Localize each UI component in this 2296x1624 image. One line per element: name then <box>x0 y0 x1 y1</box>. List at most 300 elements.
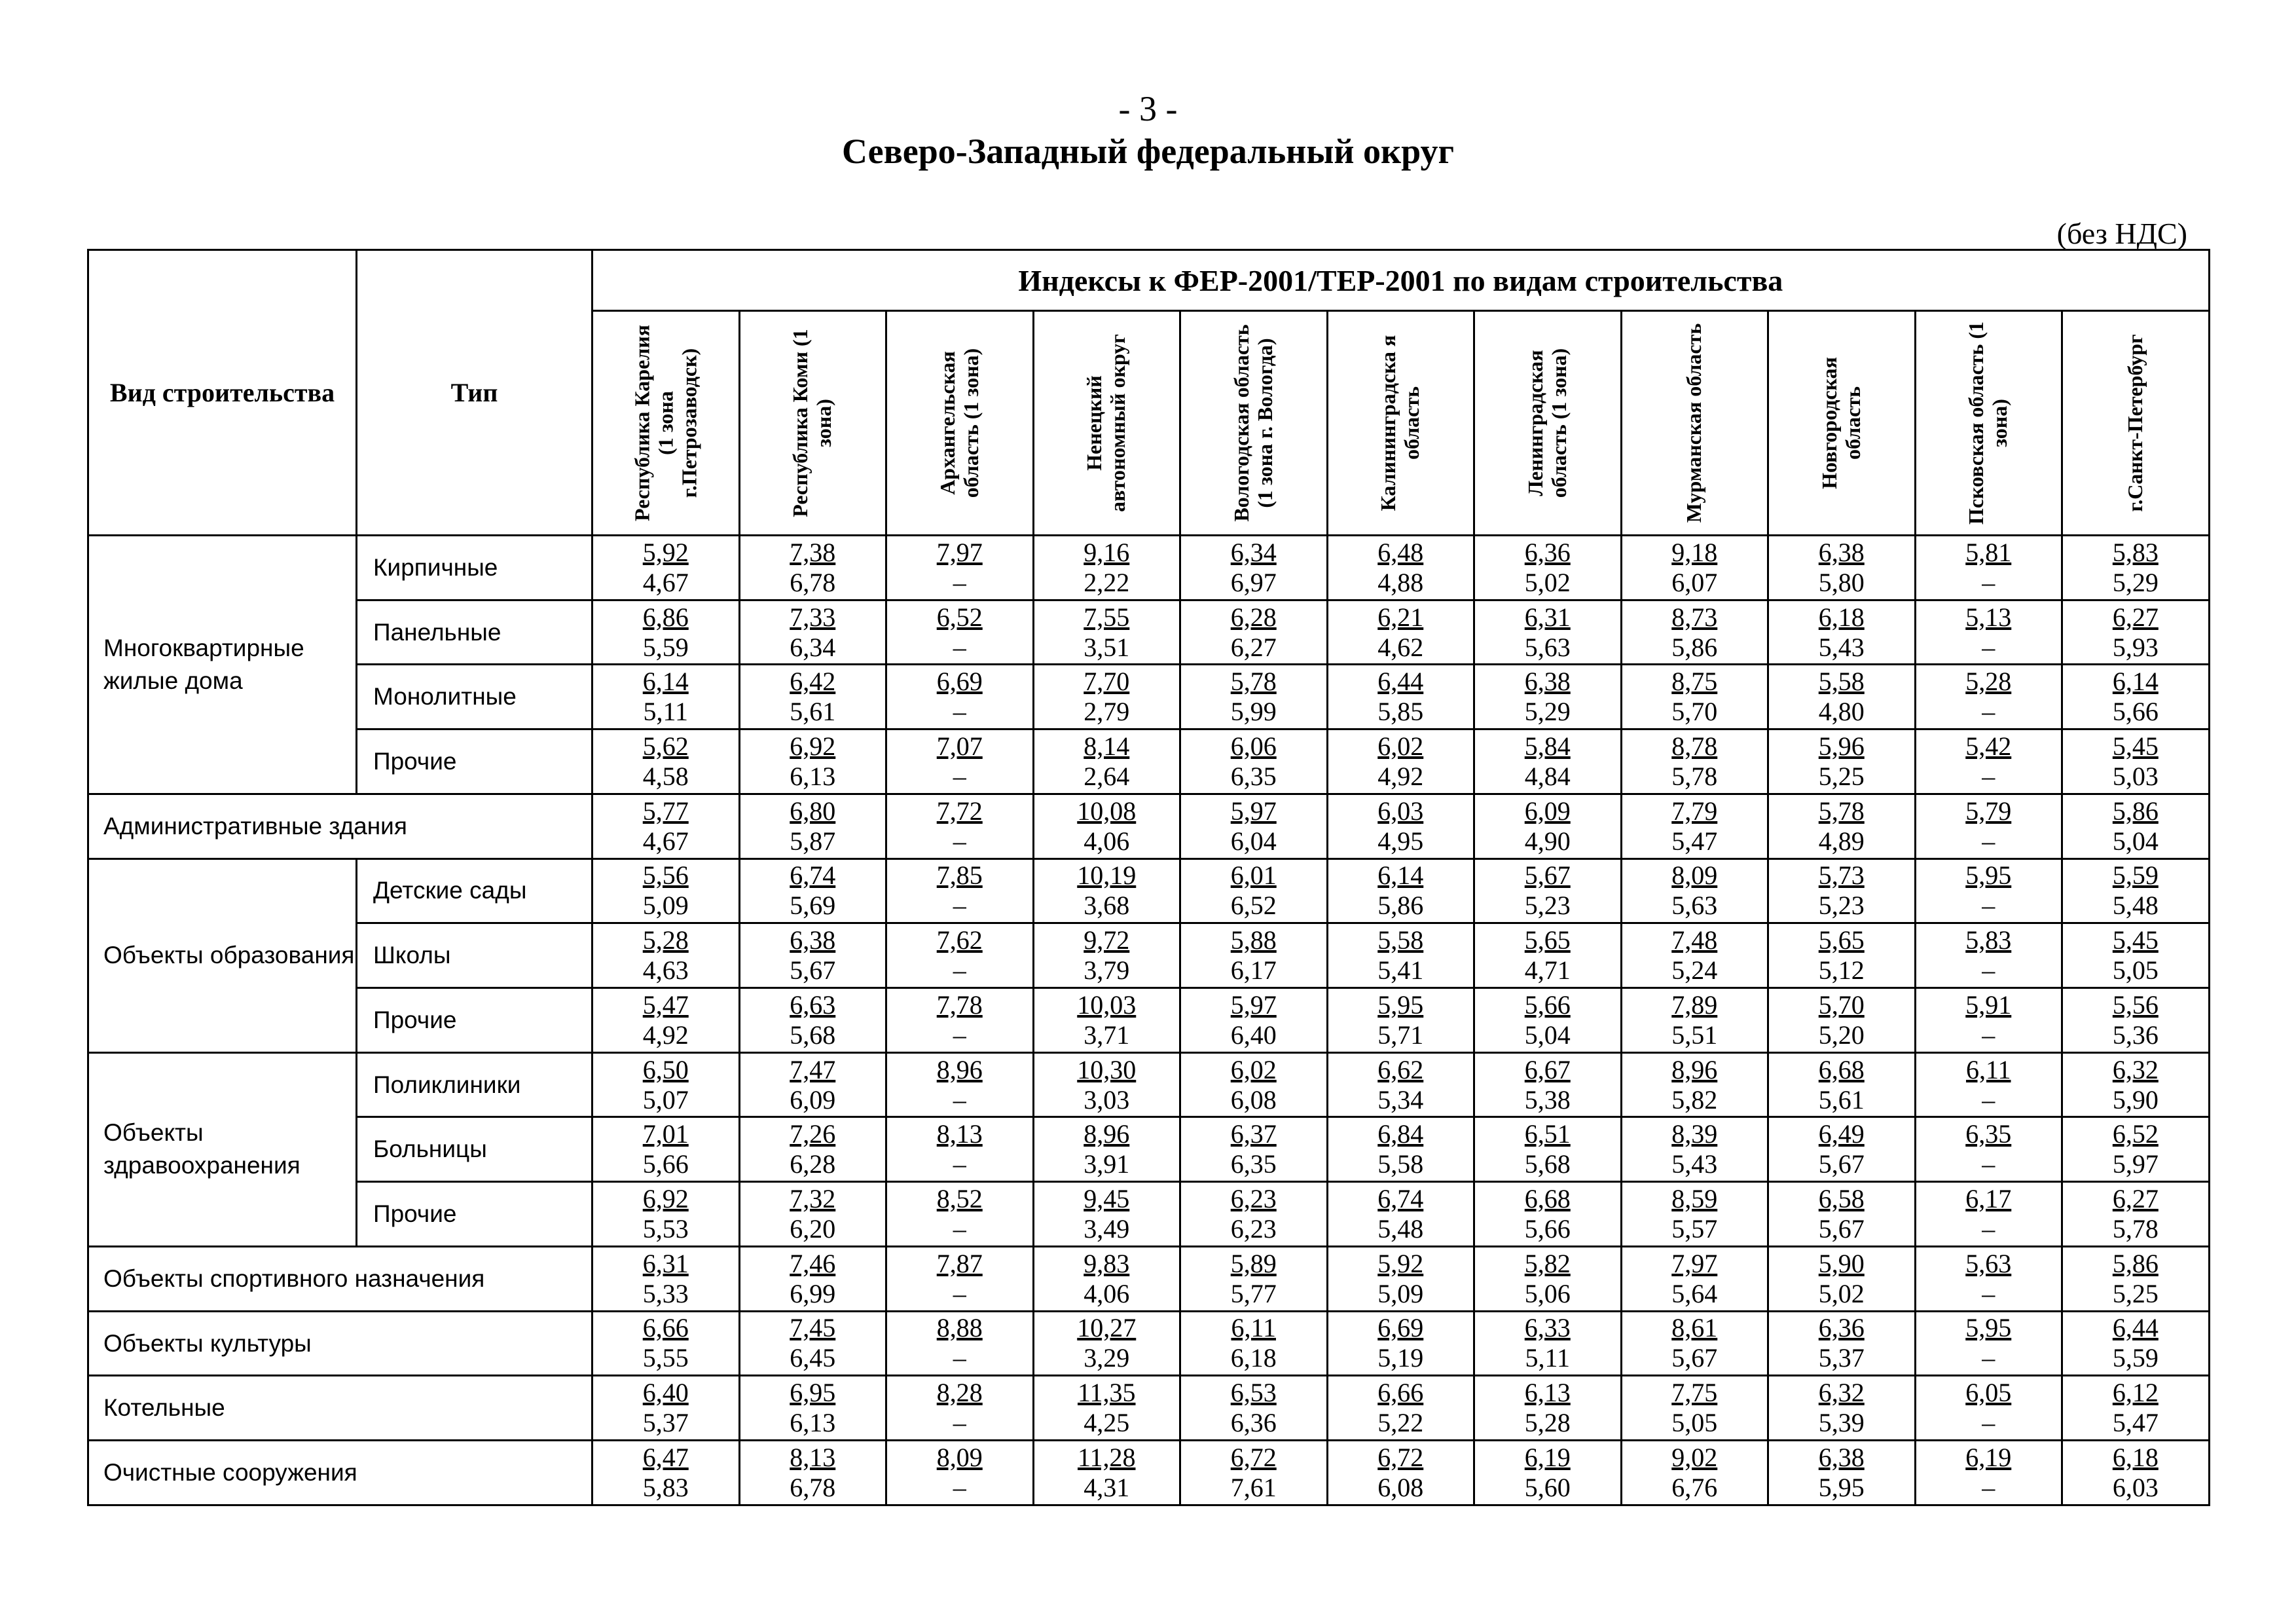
fer-index-value: 6,28 <box>1230 602 1277 632</box>
index-table <box>87 249 2210 1506</box>
header-region <box>1327 311 1474 536</box>
ter-index-value: 5,12 <box>1818 955 1865 986</box>
fer-index-value: 8,52 <box>936 1184 983 1214</box>
index-cell <box>1474 1052 1622 1117</box>
index-cell <box>1033 923 1180 988</box>
ter-index-value: – <box>953 1149 966 1179</box>
index-cell <box>592 988 740 1053</box>
ter-index-value: – <box>1982 1149 1995 1179</box>
ter-index-value: 4,92 <box>1377 762 1424 792</box>
fer-index-value: 5,78 <box>1230 667 1277 697</box>
ter-index-value: 5,87 <box>790 826 836 856</box>
ter-index-value: 5,53 <box>642 1214 689 1244</box>
index-cell <box>1327 988 1474 1053</box>
region-label: Псковская область (1 зона) <box>1964 321 2012 525</box>
fer-index-value: 6,31 <box>1524 602 1571 632</box>
construction-kind-cell: Объекты образования <box>88 858 357 1052</box>
ter-index-value: 5,57 <box>1671 1214 1718 1244</box>
fer-index-value: 9,45 <box>1084 1184 1130 1214</box>
construction-type-cell: Прочие <box>357 729 592 794</box>
fer-index-value: 5,56 <box>642 860 689 891</box>
fer-index-value: 6,72 <box>1377 1443 1424 1473</box>
fer-index-value: 6,02 <box>1230 1054 1277 1084</box>
ter-index-value: 4,95 <box>1377 826 1424 856</box>
ter-index-value: 5,59 <box>2112 1343 2159 1373</box>
ter-index-value: 4,67 <box>642 826 689 856</box>
ter-index-value: 5,05 <box>2112 955 2159 986</box>
ter-index-value: 5,28 <box>1524 1408 1571 1438</box>
index-cell <box>1327 729 1474 794</box>
ter-index-value: 5,97 <box>2112 1149 2159 1179</box>
index-cell <box>886 1311 1034 1376</box>
fer-index-value: 6,11 <box>1965 1054 2011 1084</box>
ter-index-value: 4,92 <box>642 1020 689 1050</box>
ter-index-value: 6,40 <box>1230 1020 1277 1050</box>
index-cell <box>1180 1376 1328 1441</box>
table-row <box>88 1376 2210 1441</box>
table-row <box>88 1441 2210 1505</box>
ter-index-value: 6,04 <box>1230 826 1277 856</box>
ter-index-value: 5,90 <box>2112 1084 2159 1115</box>
index-cell <box>1327 794 1474 858</box>
fer-index-value: 9,83 <box>1084 1248 1130 1278</box>
index-cell <box>1915 1376 2062 1441</box>
index-cell <box>1327 1182 1474 1247</box>
ter-index-value: 6,13 <box>790 762 836 792</box>
fer-index-value: 5,59 <box>2112 860 2159 891</box>
index-cell <box>1474 794 1622 858</box>
ter-index-value: 5,63 <box>1671 891 1718 921</box>
fer-index-value: 8,96 <box>1084 1119 1130 1149</box>
ter-index-value: 5,69 <box>790 891 836 921</box>
index-cell <box>1474 1182 1622 1247</box>
index-cell <box>2062 1246 2210 1311</box>
fer-index-value: 6,66 <box>642 1313 689 1343</box>
index-cell <box>1327 1311 1474 1376</box>
fer-index-value: 5,62 <box>642 731 689 762</box>
index-cell <box>886 600 1034 665</box>
ter-index-value: 5,25 <box>2112 1278 2159 1308</box>
fer-index-value: 5,88 <box>1230 925 1277 955</box>
ter-index-value: 5,24 <box>1671 955 1718 986</box>
fer-index-value: 5,92 <box>1377 1248 1424 1278</box>
construction-type-cell: Панельные <box>357 600 592 665</box>
ter-index-value: 5,29 <box>2112 567 2159 597</box>
index-cell <box>1474 1117 1622 1182</box>
index-cell <box>1180 923 1328 988</box>
ter-index-value: 5,67 <box>1818 1149 1865 1179</box>
fer-index-value: 6,38 <box>1818 1443 1865 1473</box>
index-cell <box>1474 988 1622 1053</box>
ter-index-value: 5,41 <box>1377 955 1424 986</box>
ter-index-value: 5,86 <box>1671 632 1718 662</box>
fer-index-value: 6,52 <box>2112 1119 2159 1149</box>
fer-index-value: 6,68 <box>1818 1054 1865 1084</box>
index-cell <box>592 600 740 665</box>
index-cell <box>1180 858 1328 923</box>
fer-index-value: 7,85 <box>936 860 983 891</box>
fer-index-value: 6,19 <box>1965 1443 2012 1473</box>
fer-index-value: 5,77 <box>642 796 689 826</box>
construction-kind-cell: Объекты спортивного назначения <box>88 1246 592 1311</box>
construction-kind-cell: Котельные <box>88 1376 592 1441</box>
ter-index-value: 5,36 <box>2112 1020 2159 1050</box>
index-cell <box>2062 1441 2210 1505</box>
ter-index-value: 6,27 <box>1230 632 1277 662</box>
fer-index-value: 6,33 <box>1524 1313 1571 1343</box>
ter-index-value: 6,99 <box>790 1278 836 1308</box>
fer-index-value: 8,28 <box>936 1378 983 1408</box>
index-cell <box>1621 988 1768 1053</box>
index-cell <box>1327 1052 1474 1117</box>
index-cell <box>1768 794 1916 858</box>
fer-index-value: 6,84 <box>1377 1119 1424 1149</box>
fer-index-value: 5,78 <box>1818 796 1865 826</box>
header-construction-kind: Вид строительства <box>88 250 357 536</box>
index-cell <box>739 1246 886 1311</box>
index-cell <box>1915 858 2062 923</box>
ter-index-value: 4,62 <box>1377 632 1424 662</box>
fer-index-value: 6,17 <box>1965 1184 2012 1214</box>
fer-index-value: 6,27 <box>2112 1184 2159 1214</box>
index-cell <box>592 794 740 858</box>
index-cell <box>1033 1182 1180 1247</box>
construction-type-cell: Поликлиники <box>357 1052 592 1117</box>
header-region <box>1033 311 1180 536</box>
index-cell <box>1915 1246 2062 1311</box>
ter-index-value: 5,37 <box>642 1408 689 1438</box>
index-cell <box>1621 600 1768 665</box>
index-cell <box>739 923 886 988</box>
index-cell <box>1915 1052 2062 1117</box>
fer-index-value: 5,63 <box>1965 1248 2012 1278</box>
ter-index-value: 5,85 <box>1377 697 1424 727</box>
table-row <box>88 665 2210 729</box>
index-cell <box>1327 600 1474 665</box>
index-cell <box>1474 536 1622 600</box>
index-cell <box>1915 729 2062 794</box>
fer-index-value: 9,02 <box>1671 1443 1718 1473</box>
index-cell <box>1180 600 1328 665</box>
index-cell <box>739 600 886 665</box>
fer-index-value: 8,13 <box>790 1443 836 1473</box>
fer-index-value: 6,51 <box>1524 1119 1571 1149</box>
ter-index-value: – <box>953 1084 966 1115</box>
region-label: Вологодская область (1 зона г. Вологда) <box>1229 324 1277 522</box>
ter-index-value: – <box>953 1473 966 1503</box>
header-type: Тип <box>357 250 592 536</box>
index-cell <box>592 1441 740 1505</box>
index-cell <box>1621 858 1768 923</box>
fer-index-value: 7,62 <box>936 925 983 955</box>
fer-index-value: 9,72 <box>1084 925 1130 955</box>
ter-index-value: 5,63 <box>1524 632 1571 662</box>
fer-index-value: 7,46 <box>790 1248 836 1278</box>
index-cell <box>1768 1311 1916 1376</box>
ter-index-value: 5,09 <box>1377 1278 1424 1308</box>
fer-index-value: 5,86 <box>2112 1248 2159 1278</box>
index-cell <box>886 923 1034 988</box>
index-cell <box>1180 1311 1328 1376</box>
header-region <box>2062 311 2210 536</box>
index-cell <box>1915 1182 2062 1247</box>
index-cell <box>1915 1441 2062 1505</box>
region-label: Ленинградская область (1 зона) <box>1523 348 1571 498</box>
index-cell <box>1768 729 1916 794</box>
fer-index-value: 10,30 <box>1077 1054 1137 1084</box>
index-cell <box>1915 1117 2062 1182</box>
fer-index-value: 7,75 <box>1671 1378 1718 1408</box>
region-label: Мурманская область <box>1682 323 1706 523</box>
index-cell <box>1915 923 2062 988</box>
construction-kind-cell: Многоквартирные жилые дома <box>88 536 357 794</box>
fer-index-value: 5,81 <box>1965 537 2012 567</box>
table-row <box>88 1246 2210 1311</box>
fer-index-value: 6,62 <box>1377 1054 1424 1084</box>
fer-index-value: 8,09 <box>1671 860 1718 891</box>
ter-index-value: – <box>953 762 966 792</box>
fer-index-value: 6,11 <box>1231 1313 1276 1343</box>
ter-index-value: 5,03 <box>2112 762 2159 792</box>
index-cell <box>1327 1441 1474 1505</box>
table-row <box>88 600 2210 665</box>
index-cell <box>1033 1117 1180 1182</box>
fer-index-value: 6,23 <box>1230 1184 1277 1214</box>
ter-index-value: 5,47 <box>2112 1408 2159 1438</box>
ter-index-value: 5,11 <box>1525 1343 1570 1373</box>
fer-index-value: 6,80 <box>790 796 836 826</box>
index-cell <box>2062 858 2210 923</box>
index-cell <box>739 1311 886 1376</box>
ter-index-value: 4,89 <box>1818 826 1865 856</box>
ter-index-value: 5,86 <box>1377 891 1424 921</box>
fer-index-value: 5,45 <box>2112 925 2159 955</box>
fer-index-value: 7,79 <box>1671 796 1718 826</box>
table-row <box>88 988 2210 1053</box>
fer-index-value: 7,78 <box>936 989 983 1020</box>
ter-index-value: 5,25 <box>1818 762 1865 792</box>
ter-index-value: 6,08 <box>1377 1473 1424 1503</box>
index-cell <box>1621 1182 1768 1247</box>
index-cell <box>1327 1246 1474 1311</box>
ter-index-value: – <box>1982 1278 1995 1308</box>
index-cell <box>1621 1052 1768 1117</box>
index-cell <box>592 665 740 729</box>
fer-index-value: 6,06 <box>1230 731 1277 762</box>
index-cell <box>1033 665 1180 729</box>
index-cell <box>1768 858 1916 923</box>
index-cell <box>1180 1246 1328 1311</box>
fer-index-value: 7,97 <box>1671 1248 1718 1278</box>
ter-index-value: 6,78 <box>790 567 836 597</box>
index-cell <box>1915 665 2062 729</box>
index-cell <box>739 665 886 729</box>
fer-index-value: 6,74 <box>790 860 836 891</box>
ter-index-value: 6,18 <box>1230 1343 1277 1373</box>
index-cell <box>1474 665 1622 729</box>
fer-index-value: 5,96 <box>1818 731 1865 762</box>
index-cell <box>1915 600 2062 665</box>
fer-index-value: 5,95 <box>1965 1313 2012 1343</box>
index-cell <box>1327 665 1474 729</box>
ter-index-value: 6,13 <box>790 1408 836 1438</box>
fer-index-value: 6,42 <box>790 667 836 697</box>
ter-index-value: 5,78 <box>2112 1214 2159 1244</box>
fer-index-value: 6,36 <box>1818 1313 1865 1343</box>
ter-index-value: 5,43 <box>1671 1149 1718 1179</box>
index-cell <box>1180 1117 1328 1182</box>
index-cell <box>739 1117 886 1182</box>
ter-index-value: 4,58 <box>642 762 689 792</box>
fer-index-value: 8,14 <box>1084 731 1130 762</box>
ter-index-value: 5,33 <box>642 1278 689 1308</box>
index-cell <box>1621 1311 1768 1376</box>
fer-index-value: 8,75 <box>1671 667 1718 697</box>
page-number: - 3 - <box>1118 89 1178 128</box>
ter-index-value: – <box>953 826 966 856</box>
ter-index-value: 5,19 <box>1377 1343 1424 1373</box>
ter-index-value: 5,20 <box>1818 1020 1865 1050</box>
ter-index-value: 5,43 <box>1818 632 1865 662</box>
index-cell <box>886 858 1034 923</box>
ter-index-value: 5,04 <box>2112 826 2159 856</box>
index-cell <box>2062 988 2210 1053</box>
fer-index-value: 6,02 <box>1377 731 1424 762</box>
ter-index-value: 3,03 <box>1084 1084 1130 1115</box>
index-cell <box>2062 1182 2210 1247</box>
region-label: Ненецкий автономный округ <box>1082 334 1130 512</box>
fer-index-value: 7,47 <box>790 1054 836 1084</box>
fer-index-value: 6,52 <box>936 602 983 632</box>
index-cell <box>886 794 1034 858</box>
ter-index-value: 4,31 <box>1084 1473 1130 1503</box>
fer-index-value: 9,16 <box>1084 537 1130 567</box>
ter-index-value: 6,97 <box>1230 567 1277 597</box>
index-cell <box>886 1441 1034 1505</box>
fer-index-value: 6,92 <box>790 731 836 762</box>
ter-index-value: – <box>953 697 966 727</box>
ter-index-value: 6,35 <box>1230 1149 1277 1179</box>
index-cell <box>1327 858 1474 923</box>
index-cell <box>592 729 740 794</box>
table-row <box>88 923 2210 988</box>
ter-index-value: 5,71 <box>1377 1020 1424 1050</box>
table-row <box>88 1182 2210 1247</box>
ter-index-value: – <box>1982 1473 1995 1503</box>
fer-index-value: 6,19 <box>1524 1443 1571 1473</box>
fer-index-value: 10,03 <box>1077 989 1137 1020</box>
index-cell <box>1621 1441 1768 1505</box>
index-cell <box>739 536 886 600</box>
ter-index-value: – <box>953 567 966 597</box>
ter-index-value: – <box>1982 826 1995 856</box>
index-cell <box>1768 1246 1916 1311</box>
fer-index-value: 7,48 <box>1671 925 1718 955</box>
fer-index-value: 5,28 <box>642 925 689 955</box>
fer-index-value: 5,65 <box>1818 925 1865 955</box>
index-cell <box>1327 536 1474 600</box>
ter-index-value: 5,47 <box>1671 826 1718 856</box>
index-cell <box>739 1441 886 1505</box>
fer-index-value: 6,13 <box>1524 1378 1571 1408</box>
index-cell <box>1768 536 1916 600</box>
fer-index-value: 6,53 <box>1230 1378 1277 1408</box>
ter-index-value: 6,76 <box>1671 1473 1718 1503</box>
ter-index-value: 6,17 <box>1230 955 1277 986</box>
table-row <box>88 1311 2210 1376</box>
fer-index-value: 5,56 <box>2112 989 2159 1020</box>
ter-index-value: – <box>1982 1084 1995 1115</box>
index-cell <box>886 665 1034 729</box>
index-cell <box>592 536 740 600</box>
header-region <box>1915 311 2062 536</box>
index-cell <box>1474 600 1622 665</box>
header-region <box>1474 311 1622 536</box>
index-cell <box>739 858 886 923</box>
index-cell <box>886 1182 1034 1247</box>
table-row <box>88 1117 2210 1182</box>
ter-index-value: 5,51 <box>1671 1020 1718 1050</box>
index-cell <box>1474 1441 1622 1505</box>
fer-index-value: 9,18 <box>1671 537 1718 567</box>
ter-index-value: 4,88 <box>1377 567 1424 597</box>
fer-index-value: 5,97 <box>1230 989 1277 1020</box>
fer-index-value: 8,96 <box>936 1054 983 1084</box>
fer-index-value: 5,91 <box>1965 989 2012 1020</box>
fer-index-value: 11,35 <box>1077 1378 1136 1408</box>
index-cell <box>2062 600 2210 665</box>
ter-index-value: 6,36 <box>1230 1408 1277 1438</box>
index-cell <box>1180 1052 1328 1117</box>
fer-index-value: 6,38 <box>790 925 836 955</box>
region-label: Архангельская область (1 зона) <box>935 348 983 498</box>
index-cell <box>2062 536 2210 600</box>
ter-index-value: 5,60 <box>1524 1473 1571 1503</box>
ter-index-value: 5,02 <box>1818 1278 1865 1308</box>
fer-index-value: 6,38 <box>1818 537 1865 567</box>
fer-index-value: 5,89 <box>1230 1248 1277 1278</box>
ter-index-value: 5,04 <box>1524 1020 1571 1050</box>
index-cell <box>1180 729 1328 794</box>
ter-index-value: 5,61 <box>1818 1084 1865 1115</box>
ter-index-value: 5,23 <box>1524 891 1571 921</box>
page-title: Северо-Западный федеральный округ <box>842 132 1454 171</box>
fer-index-value: 11,28 <box>1077 1443 1136 1473</box>
index-cell <box>2062 1376 2210 1441</box>
ter-index-value: – <box>953 1214 966 1244</box>
ter-index-value: 7,61 <box>1230 1473 1277 1503</box>
fer-index-value: 6,72 <box>1230 1443 1277 1473</box>
ter-index-value: – <box>953 1343 966 1373</box>
ter-index-value: 5,67 <box>1818 1214 1865 1244</box>
fer-index-value: 5,95 <box>1965 860 2012 891</box>
ter-index-value: 3,91 <box>1084 1149 1130 1179</box>
fer-index-value: 6,69 <box>936 667 983 697</box>
ter-index-value: 3,71 <box>1084 1020 1130 1050</box>
construction-type-cell: Монолитные <box>357 665 592 729</box>
ter-index-value: 5,48 <box>1377 1214 1424 1244</box>
fer-index-value: 6,40 <box>642 1378 689 1408</box>
fer-index-value: 8,78 <box>1671 731 1718 762</box>
vat-note: (без НДС) <box>2056 217 2187 250</box>
index-cell <box>1033 988 1180 1053</box>
ter-index-value: 6,20 <box>790 1214 836 1244</box>
ter-index-value: 5,11 <box>643 697 688 727</box>
index-cell <box>1474 923 1622 988</box>
fer-index-value: 5,79 <box>1965 796 2012 826</box>
index-cell <box>739 988 886 1053</box>
fer-index-value: 6,09 <box>1524 796 1571 826</box>
